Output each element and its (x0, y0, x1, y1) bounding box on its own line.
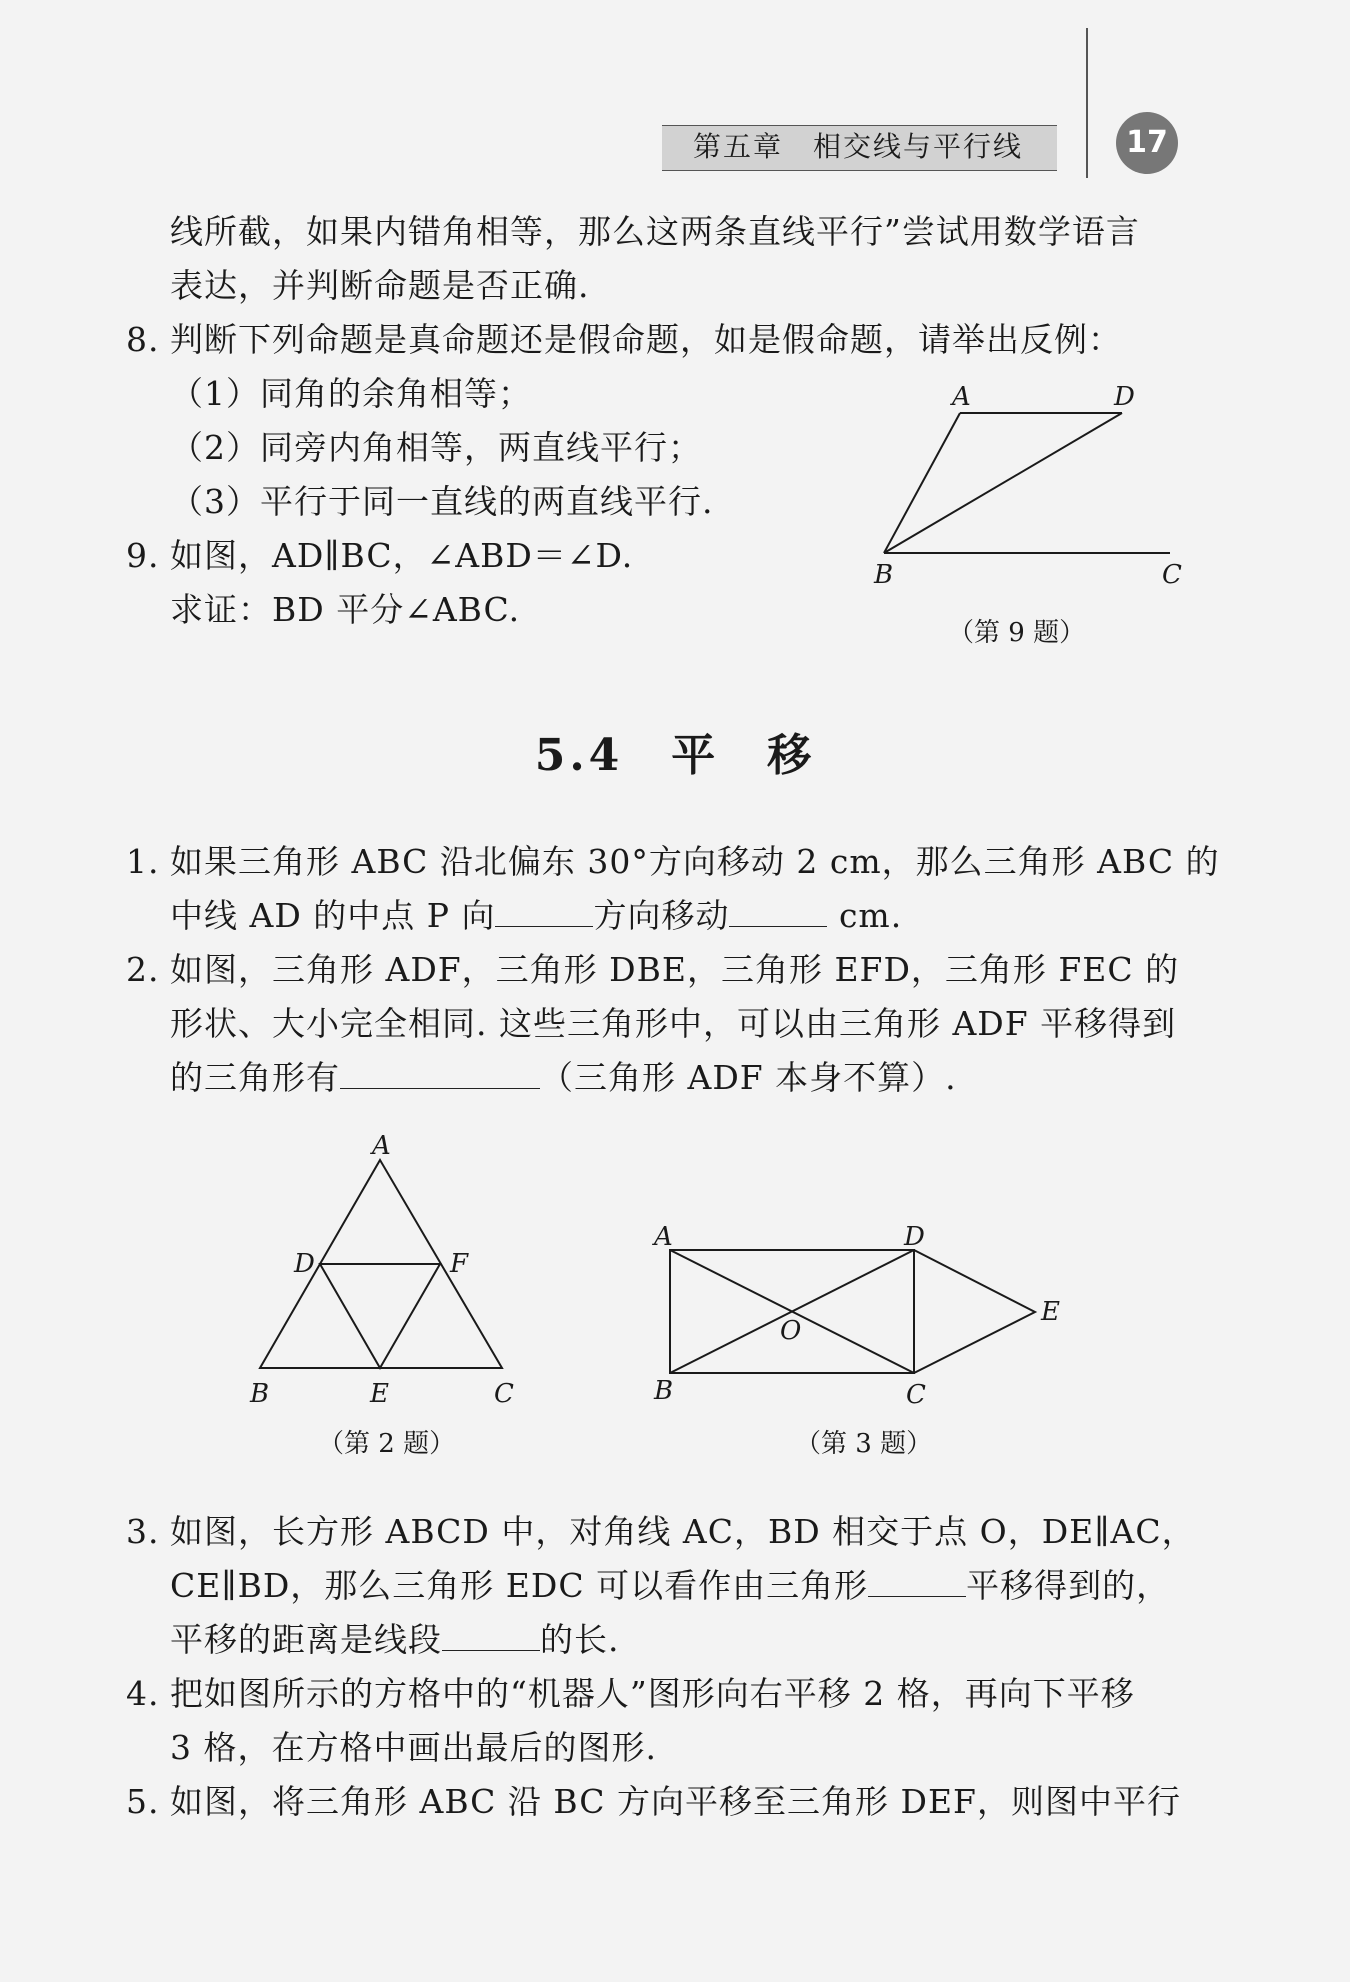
p2-answer-blank[interactable] (340, 1058, 540, 1089)
p3-line-1: 如图，长方形 ABCD 中，对角线 AC，BD 相交于点 O，DE∥AC， (170, 1512, 1196, 1551)
p1-line-2 (170, 896, 902, 936)
p2-triangle-dfe (320, 1264, 440, 1368)
p3-caption: （第 3 题） (795, 1429, 933, 1459)
p3-label-a: A (654, 1222, 673, 1252)
q9-line-1: 如图，AD∥BC，∠ABD＝∠D. (170, 536, 634, 575)
q9-label-b: B (874, 560, 894, 590)
p2-figure (240, 1130, 530, 1415)
p3-label-c: C (906, 1380, 926, 1410)
p3-label-d: D (904, 1222, 925, 1252)
p5-line-1: 如图，将三角形 ABC 沿 BC 方向平移至三角形 DEF，则图中平行 (170, 1782, 1181, 1821)
p2-label-d: D (294, 1249, 315, 1279)
p3-triangle-blank[interactable] (868, 1566, 966, 1597)
p2-label-c: C (494, 1379, 514, 1409)
p3-figure (640, 1215, 1080, 1415)
p4-number: 4. (126, 1674, 160, 1713)
q9-number: 9. (126, 536, 160, 575)
q8-item-1: （1）同角的余角相等； (170, 374, 532, 413)
section-title: 5.4 平 移 (534, 730, 816, 781)
continuation-line-2: 表达，并判断命题是否正确. (170, 266, 590, 305)
p2-label-f: F (450, 1249, 469, 1279)
p1-number: 1. (126, 842, 160, 881)
q8-item-3: （3）平行于同一直线的两直线平行. (170, 482, 714, 521)
q9-line-2: 求证：BD 平分∠ABC. (170, 590, 521, 629)
p3-line-2 (170, 1566, 1170, 1606)
p2-line-3-b: （三角形 ADF 本身不算）. (540, 1058, 957, 1097)
p3-line-3-b: 的长. (540, 1620, 620, 1659)
p3-segment-blank[interactable] (442, 1620, 540, 1651)
p1-line-2-b: 方向移动 (593, 896, 730, 935)
p3-label-b: B (654, 1376, 674, 1406)
p1-line-1: 如果三角形 ABC 沿北偏东 30°方向移动 2 cm，那么三角形 ABC 的 (170, 842, 1220, 881)
p1-line-2-a: 中线 AD 的中点 P 向 (170, 896, 496, 935)
p2-label-e: E (370, 1379, 389, 1409)
p2-caption: （第 2 题） (318, 1429, 456, 1459)
q9-segment-ab (884, 413, 960, 553)
q9-label-d: D (1114, 382, 1135, 412)
p3-line-2-a: CE∥BD，那么三角形 EDC 可以看作由三角形 (170, 1566, 869, 1605)
p2-line-3 (170, 1058, 957, 1098)
q9-label-a: A (952, 382, 971, 412)
p2-label-a: A (372, 1131, 391, 1161)
p5-number: 5. (126, 1782, 160, 1821)
p2-number: 2. (126, 950, 160, 989)
p4-line-2: 3 格，在方格中画出最后的图形. (170, 1728, 657, 1767)
q8-number: 8. (126, 320, 160, 359)
p3-label-e: E (1041, 1297, 1060, 1327)
p3-line-2-b: 平移得到的， (966, 1566, 1171, 1605)
p3-line-3 (170, 1620, 620, 1660)
page-number: 17 (1116, 112, 1178, 174)
p2-line-1: 如图，三角形 ADF，三角形 DBE，三角形 EFD，三角形 FEC 的 (170, 950, 1180, 989)
p1-direction-blank[interactable] (495, 896, 593, 927)
p2-label-b: B (250, 1379, 270, 1409)
q8-item-2: （2）同旁内角相等，两直线平行； (170, 428, 702, 467)
p3-number: 3. (126, 1512, 160, 1551)
continuation-line-1: 线所截，如果内错角相等，那么这两条直线平行”尝试用数学语言 (170, 212, 1140, 251)
p1-line-2-c: cm. (838, 896, 903, 935)
p3-segments-de-ec (914, 1250, 1035, 1373)
p1-distance-blank[interactable] (729, 896, 827, 927)
p2-line-3-a: 的三角形有 (170, 1058, 340, 1097)
q8-stem: 判断下列命题是真命题还是假命题，如是假命题，请举出反例： (170, 320, 1122, 359)
header-vertical-rule (1086, 28, 1088, 178)
p3-label-o: O (780, 1316, 802, 1346)
p4-line-1: 把如图所示的方格中的“机器人”图形向右平移 2 格，再向下平移 (170, 1674, 1135, 1713)
q9-figure (860, 370, 1190, 600)
q9-caption: （第 9 题） (948, 618, 1086, 648)
q9-segment-bd (884, 413, 1122, 553)
q9-label-c: C (1162, 560, 1182, 590)
p3-line-3-a: 平移的距离是线段 (170, 1620, 442, 1659)
p2-line-2: 形状、大小完全相同. 这些三角形中，可以由三角形 ADF 平移得到 (170, 1004, 1177, 1043)
chapter-title: 第五章 相交线与平行线 (693, 130, 1024, 163)
